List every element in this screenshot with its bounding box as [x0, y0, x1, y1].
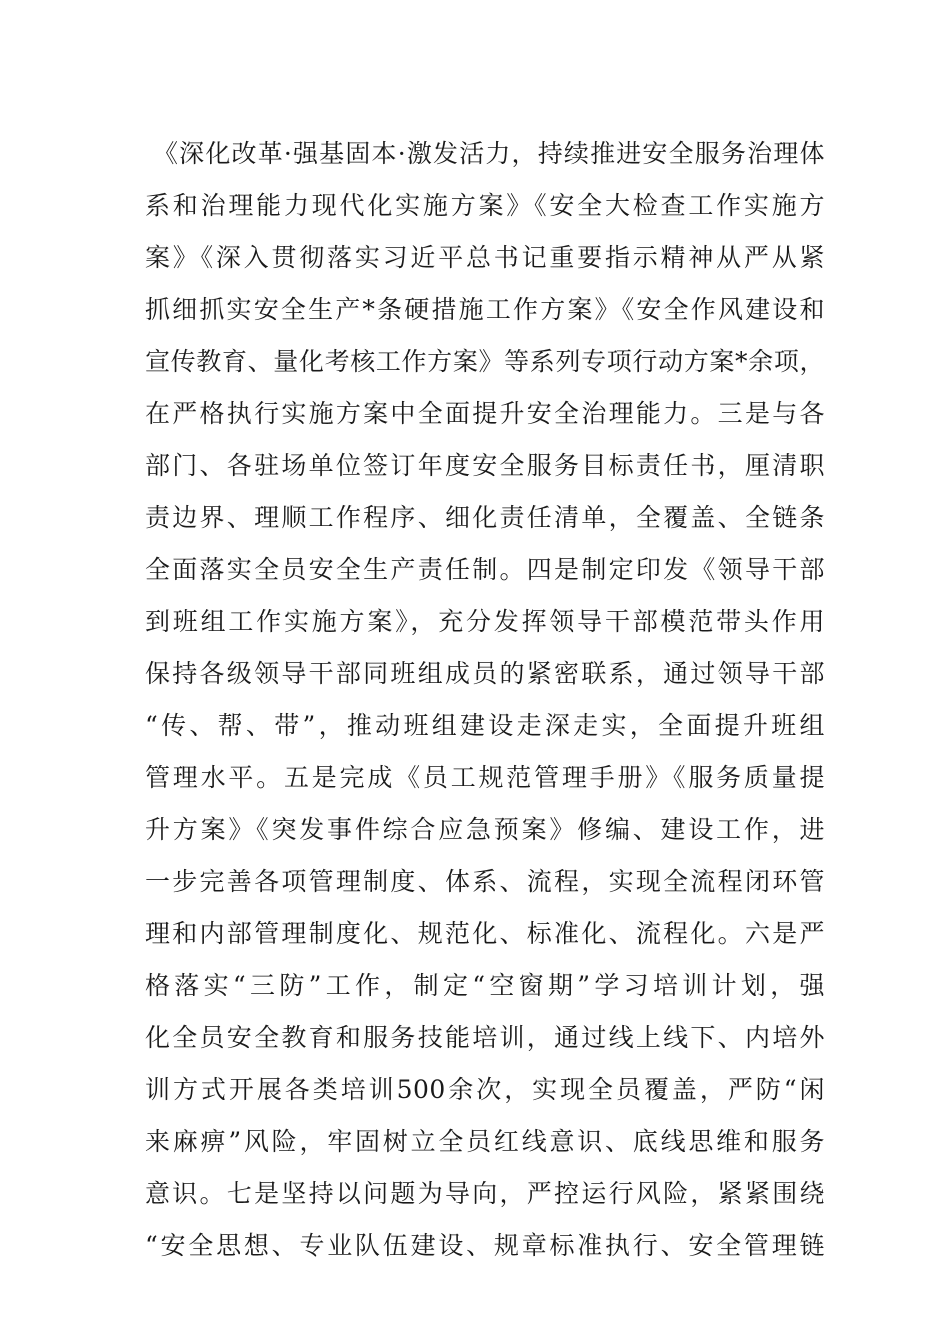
- text-line: 全面落实全员安全生产责任制。四是制定印发《领导干部: [145, 555, 825, 584]
- text-line: 《深化改革·强基固本·激发活力，持续推进安全服务治理体: [153, 139, 825, 168]
- text-line: 宣传教育、量化考核工作方案》等系列专项行动方案*余项，: [145, 347, 825, 376]
- text-line: 到班组工作实施方案》，充分发挥领导干部模范带头作用: [145, 607, 825, 636]
- text-line: 管理水平。五是完成《员工规范管理手册》《服务质量提: [145, 763, 825, 792]
- text-line: 抓细抓实安全生产*条硬措施工作方案》《安全作风建设和: [145, 295, 825, 324]
- text-line: 格落实“三防”工作，制定“空窗期”学习培训计划，强: [145, 971, 825, 1000]
- text-line: 保持各级领导干部同班组成员的紧密联系，通过领导干部: [145, 659, 825, 688]
- text-line: 部门、各驻场单位签订年度安全服务目标责任书，厘清职: [145, 451, 825, 480]
- text-line: 化全员安全教育和服务技能培训，通过线上线下、内培外: [145, 1023, 825, 1052]
- text-line: 一步完善各项管理制度、体系、流程，实现全流程闭环管: [145, 867, 825, 896]
- text-line: 责边界、理顺工作程序、细化责任清单，全覆盖、全链条: [145, 503, 825, 532]
- text-line: 案》《深入贯彻落实习近平总书记重要指示精神从严从紧: [145, 243, 825, 272]
- text-line: “传、帮、带”，推动班组建设走深走实，全面提升班组: [145, 711, 825, 740]
- text-line: “安全思想、专业队伍建设、规章标准执行、安全管理链: [145, 1231, 825, 1260]
- body-text: [145, 128, 825, 1272]
- text-line: 来麻痹”风险，牢固树立全员红线意识、底线思维和服务: [145, 1127, 825, 1156]
- text-line: 理和内部管理制度化、规范化、标准化、流程化。六是严: [145, 919, 825, 948]
- text-line: 系和治理能力现代化实施方案》《安全大检查工作实施方: [145, 191, 825, 220]
- text-line: 升方案》《突发事件综合应急预案》修编、建设工作，进: [145, 815, 825, 844]
- text-line: 在严格执行实施方案中全面提升安全治理能力。三是与各: [145, 399, 825, 428]
- text-line: 意识。七是坚持以问题为导向，严控运行风险，紧紧围绕: [145, 1179, 825, 1208]
- text-line: 训方式开展各类培训500余次，实现全员覆盖，严防“闲: [145, 1075, 825, 1104]
